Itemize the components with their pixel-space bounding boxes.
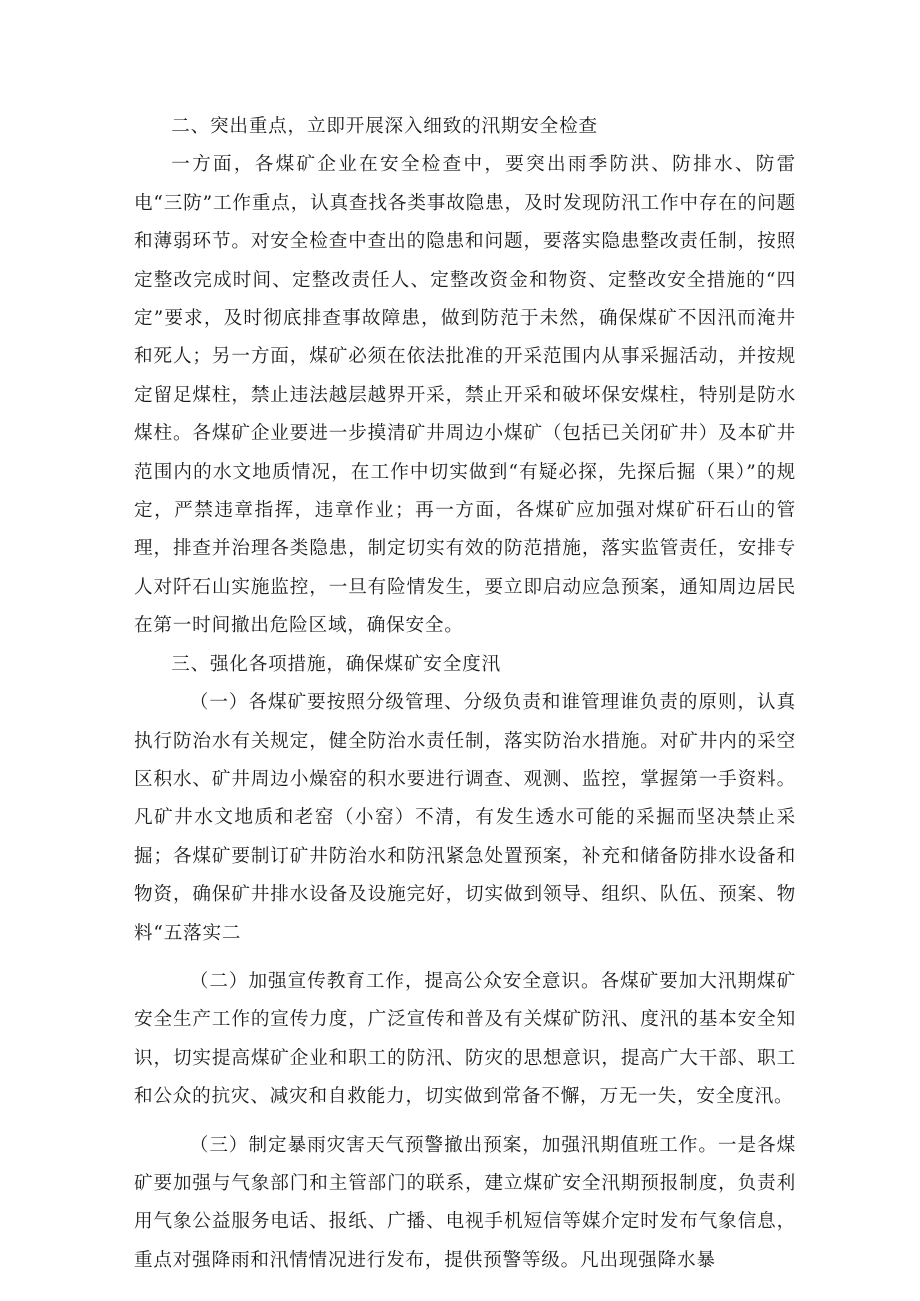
section-heading-3: 三、强化各项措施，确保煤矿安全度汛 (171, 653, 501, 675)
paragraph-2-1: 一方面，各煤矿企业在安全检查中，要突出雨季防洪、防排水、防雷电“三防”工作重点，认真查找各类事故隐患，及时发现防汛工作中存在的问题和薄弱环节。对安全检查中查出的隐患和问题，要落实隐患整改责任制，按照定整改完成时间、定整改责任人、定整改资金和物资、定整改安全措施的“四定”要求，及时彻底排查事故障患，做到防范于未然，确保煤矿不因汛而淹井和死人；另一方面，煤矿必须在依法批准的开采范围内从事采掘活动，并按规定留足煤柱，禁止违法越层越界开采，禁止开采和破坏保安煤柱，特别是防水煤柱。各煤矿企业要进一步摸清矿井周边小煤矿（包括已关闭矿井）及本矿井范围内的水文地质情况，在工作中切实做到“有疑必探，先探后掘（果）”的规定，严禁违章指挥，违章作业；再一方面，各煤矿应加强对煤矿矸石山的管理，排查并治理各类隐患，制定切实有效的防范措施，落实监管责任，安排专人对阡石山实施监控，一旦有险情发生，要立即启动应急预案，通知周边居民在第一时间撤出危险区域，确保安全。 (134, 154, 796, 637)
document-body (134, 108, 796, 1280)
paragraph-3-1: （一）各煤矿要按照分级管理、分级负责和谁管理谁负责的原则，认真执行防治水有关规定，健全防治水责任制，落实防治水措施。对矿井内的采空区积水、矿井周边小燥窑的积水要进行调查、观测、监控，掌握第一手资料。凡矿井水文地质和老窑（小窑）不清，有发生透水可能的采掘而坚决禁止采掘；各煤矿要制订矿井防治水和防汛紧急处置预案，补充和储备防排水设备和物资，确保矿井排水设备及设施完好，切实做到领导、组织、队伍、预案、物料“五落实二 (134, 692, 796, 944)
paragraph-3-2: （二）加强宣传教育工作，提高公众安全意识。各煤矿要加大汛期煤矿安全生产工作的宣传力度，广泛宣传和普及有关煤矿防汛、度汛的基本安全知识，切实提高煤矿企业和职工的防汛、防灾的思想意识，提高广大干部、职工和公众的抗灾、减灾和自救能力，切实做到常备不懈，万无一失，安全度汛。 (134, 970, 796, 1108)
paragraph-3-3: （三）制定暴雨灾害天气预警撤出预案，加强汛期值班工作。一是各煤矿要加强与气象部门和主管部门的联系，建立煤矿安全汛期预报制度，负责利用气象公益服务电话、报纸、广播、电视手机短信等媒介定时发布气象信息，重点对强降雨和汛情情况进行发布，提供预警等级。凡出现强降水暴 (134, 1134, 796, 1271)
section-heading-2: 二、突出重点，立即开展深入细致的汛期安全检查 (171, 116, 598, 137)
